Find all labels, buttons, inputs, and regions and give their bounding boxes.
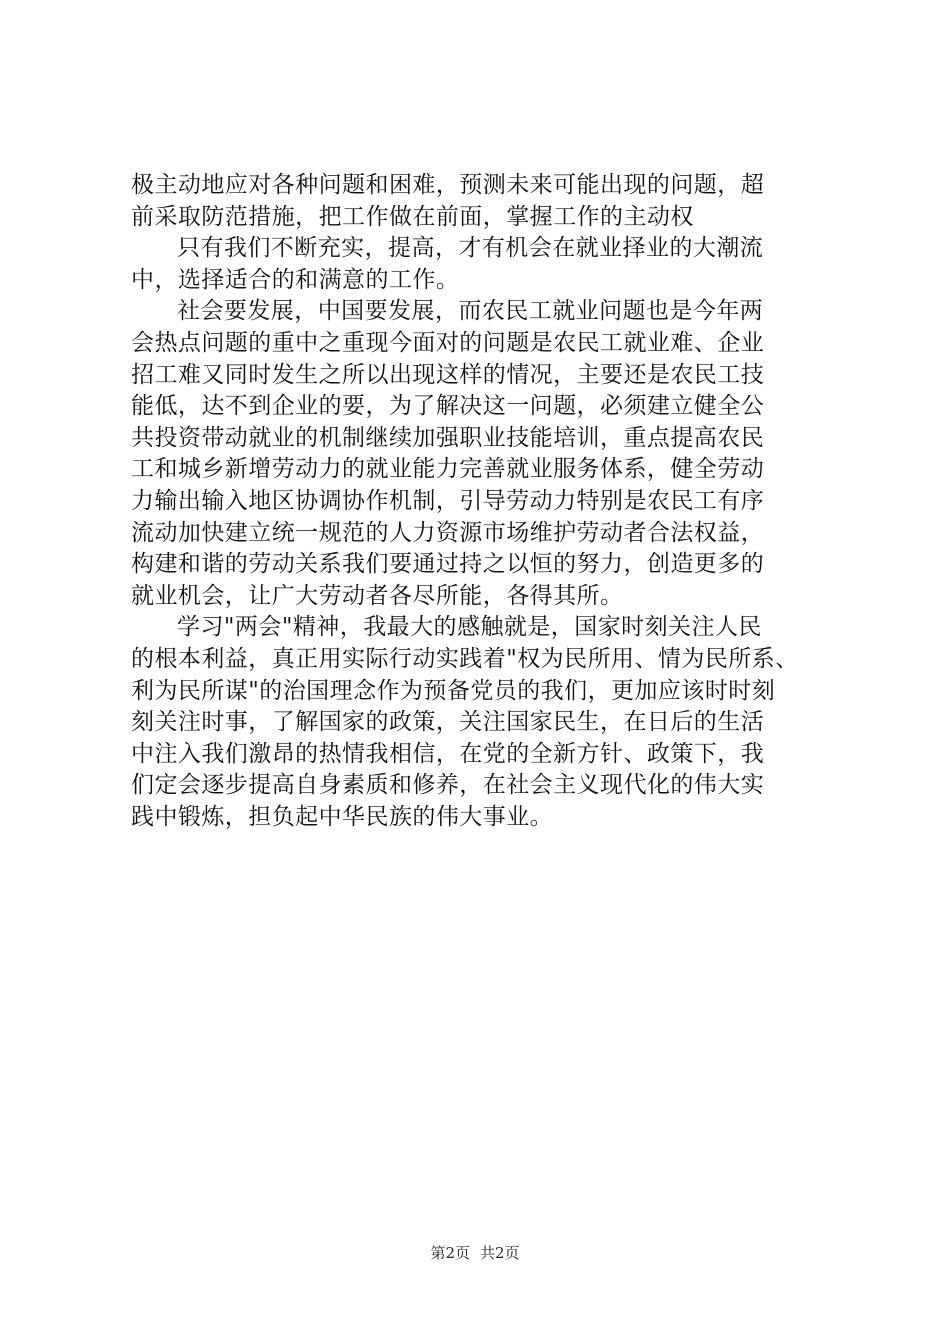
- text-line: 构建和谐的劳动关系我们要通过持之以恒的努力，创造更多的: [131, 551, 765, 578]
- text-line: 会热点问题的重中之重现今面对的问题是农民工就业难、企业: [131, 329, 765, 356]
- page-total: 共2页: [480, 1244, 520, 1262]
- text-line: 能低，达不到企业的要，为了解决这一问题，必须建立健全公: [131, 393, 765, 420]
- text-line: 们定会逐步提高自身素质和修养，在社会主义现代化的伟大实: [131, 772, 765, 799]
- text-line: 力输出输入地区协调协作机制，引导劳动力特别是农民工有序: [131, 487, 765, 514]
- text-line: 极主动地应对各种问题和困难，预测未来可能出现的问题，超: [131, 172, 765, 198]
- text-line: 就业机会，让广大劳动者各尽所能，各得其所。: [131, 582, 624, 609]
- text-line: 刻关注时事，了解国家的政策，关注国家民生，在日后的生活: [131, 709, 765, 736]
- page-footer: [0, 1243, 950, 1263]
- text-line: 践中锻炼，担负起中华民族的伟大事业。: [131, 803, 554, 830]
- page-number: 第2页: [430, 1244, 470, 1262]
- text-line: 中，选择适合的和满意的工作。: [131, 266, 460, 293]
- text-line: 利为民所谋"的治国理念作为预备党员的我们，更加应该时时刻: [131, 677, 776, 704]
- text-line: 中注入我们激昂的热情我相信，在党的全新方针、政策下，我: [131, 740, 765, 767]
- text-line: 社会要发展，中国要发展，而农民工就业问题也是今年两: [177, 298, 764, 325]
- document-body: [131, 170, 821, 833]
- text-line: 共投资带动就业的机制继续加强职业技能培训，重点提高农民: [131, 424, 765, 451]
- text-line: 流动加快建立统一规范的人力资源市场维护劳动者合法权益，: [131, 519, 765, 546]
- text-line: 招工难又同时发生之所以出现这样的情况，主要还是农民工技: [131, 361, 765, 388]
- text-line: 学习"两会"精神，我最大的感触就是，国家时刻关注人民: [177, 614, 762, 641]
- text-line: 工和城乡新增劳动力的就业能力完善就业服务体系，健全劳动: [131, 456, 765, 483]
- text-line: 只有我们不断充实，提高，才有机会在就业择业的大潮流: [177, 235, 764, 262]
- text-line: 前采取防范措施，把工作做在前面，掌握工作的主动权: [131, 203, 694, 230]
- text-line: 的根本利益，真正用实际行动实践着"权为民所用、情为民所系、: [131, 645, 799, 672]
